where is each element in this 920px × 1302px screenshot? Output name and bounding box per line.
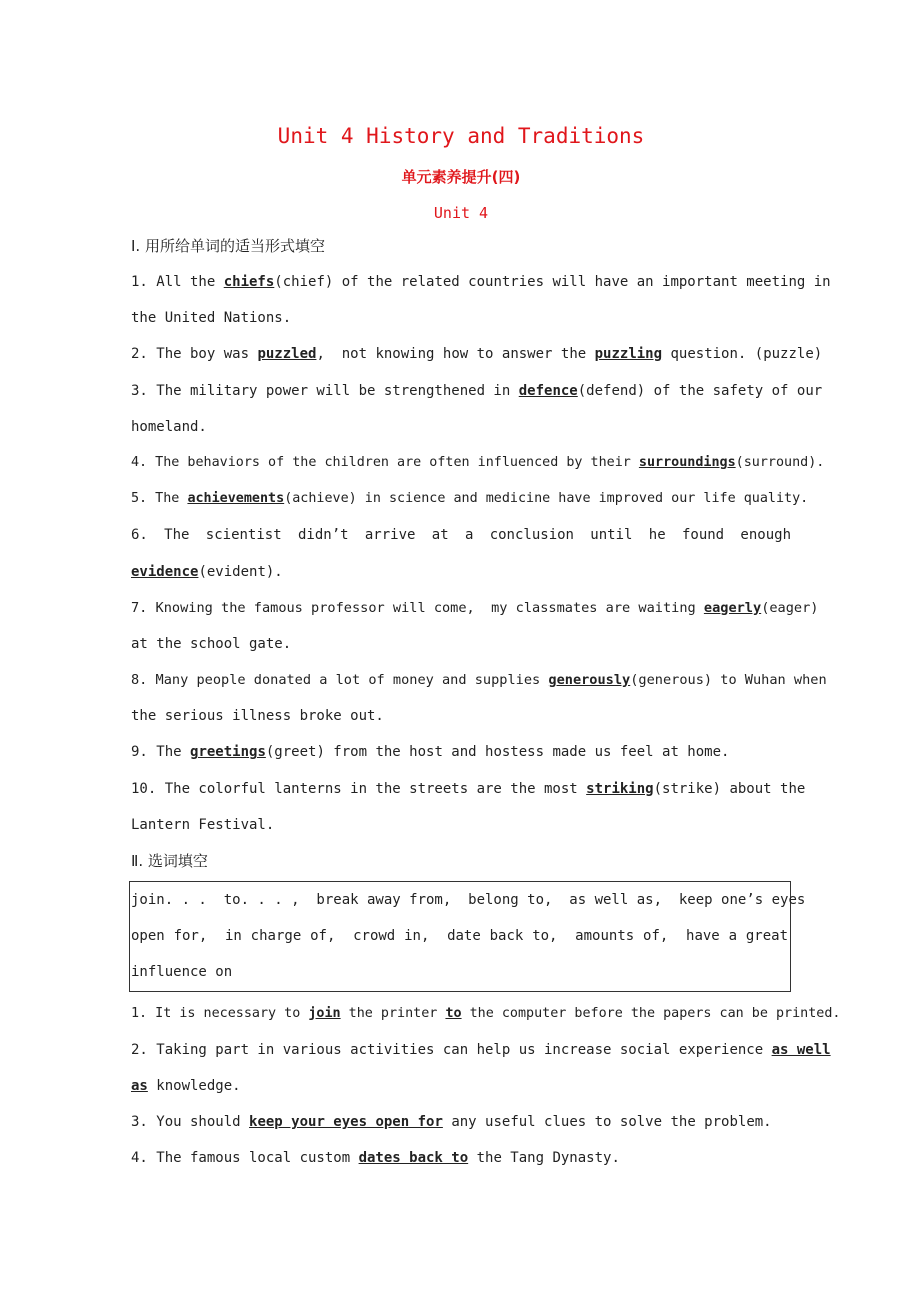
answer: generously — [548, 672, 631, 689]
exercise-line: 8. Many people donated a lot of money and supplies generously(generous) to Wuhan when — [131, 672, 827, 689]
answer: keep your eyes open for — [249, 1114, 443, 1131]
answer: evidence — [131, 563, 199, 580]
page-title: Unit 4 History and Traditions — [277, 124, 645, 148]
word-bank-line: open for, in charge of, crowd in, date back to, amounts of, have a great — [131, 928, 788, 945]
page-subtitle: 单元素养提升(四) — [401, 168, 521, 186]
answer: puzzled — [257, 346, 317, 363]
exercise-line: 1. All the chiefs(chief) of the related countries will have an important meeting in — [131, 274, 831, 290]
exercise-line: the United Nations. — [131, 310, 292, 327]
exercise-line: evidence(evident). — [131, 563, 283, 580]
exercise-line: 2. Taking part in various activities can help us increase social experience as well — [131, 1041, 831, 1058]
exercise-line: 5. The achievements(achieve) in science and medicine have improved our life quality. — [131, 491, 809, 507]
answer: dates back to — [358, 1150, 469, 1167]
exercise-line: 3. You should keep your eyes open for any useful clues to solve the problem. — [131, 1114, 772, 1131]
word-bank-line: join. . . to. . . , break away from, belong to, as well as, keep one’s eyes — [131, 892, 806, 908]
answer: greetings — [190, 744, 266, 761]
answer: puzzling — [594, 346, 663, 363]
exercise-line: homeland. — [131, 418, 207, 435]
exercise-line: 9. The greetings(greet) from the host and hostess made us feel at home. — [131, 744, 730, 761]
exercise-line: 6. The scientist didn’t arrive at a conclusion until he found enough — [131, 527, 791, 544]
exercise-line: 7. Knowing the famous professor will come, my classmates are waiting eagerly(eager) — [131, 599, 819, 616]
exercise-line: 2. The boy was puzzled, not knowing how to answer the puzzling question. (puzzle) — [131, 346, 823, 363]
section-2-heading: Ⅱ. 选词填空 — [131, 852, 208, 870]
answer: surroundings — [638, 454, 736, 470]
exercise-line: the serious illness broke out. — [131, 708, 384, 725]
exercise-line: 4. The behaviors of the children are often influenced by their surroundings(surround). — [131, 454, 825, 470]
answer: striking — [586, 780, 654, 797]
exercise-line: 3. The military power will be strengthened in defence(defend) of the safety of our — [131, 382, 823, 399]
exercise-line: 10. The colorful lanterns in the streets are the most striking(strike) about the — [131, 780, 806, 797]
section-1-heading: Ⅰ. 用所给单词的适当形式填空 — [131, 237, 325, 255]
answer: as well — [771, 1041, 831, 1058]
exercise-line: 1. It is necessary to join the printer to the computer before the papers can be printed. — [131, 1005, 841, 1021]
exercise-line: at the school gate. — [131, 635, 292, 652]
answer: defence — [518, 382, 578, 399]
exercise-line: as knowledge. — [131, 1077, 241, 1094]
word-bank-box — [129, 881, 806, 992]
answer: chiefs — [223, 274, 275, 290]
document-page — [131, 118, 841, 1177]
exercise-line: Lantern Festival. — [131, 816, 275, 833]
answer: to — [445, 1005, 462, 1021]
answer: join — [308, 1005, 341, 1021]
word-bank-line: influence on — [131, 964, 233, 981]
unit-label: Unit 4 — [433, 204, 489, 222]
answer: achievements — [187, 491, 285, 507]
answer: as — [131, 1077, 148, 1094]
answer: eagerly — [703, 599, 762, 616]
exercise-line: 4. The famous local custom dates back to the Tang Dynasty. — [131, 1150, 620, 1167]
